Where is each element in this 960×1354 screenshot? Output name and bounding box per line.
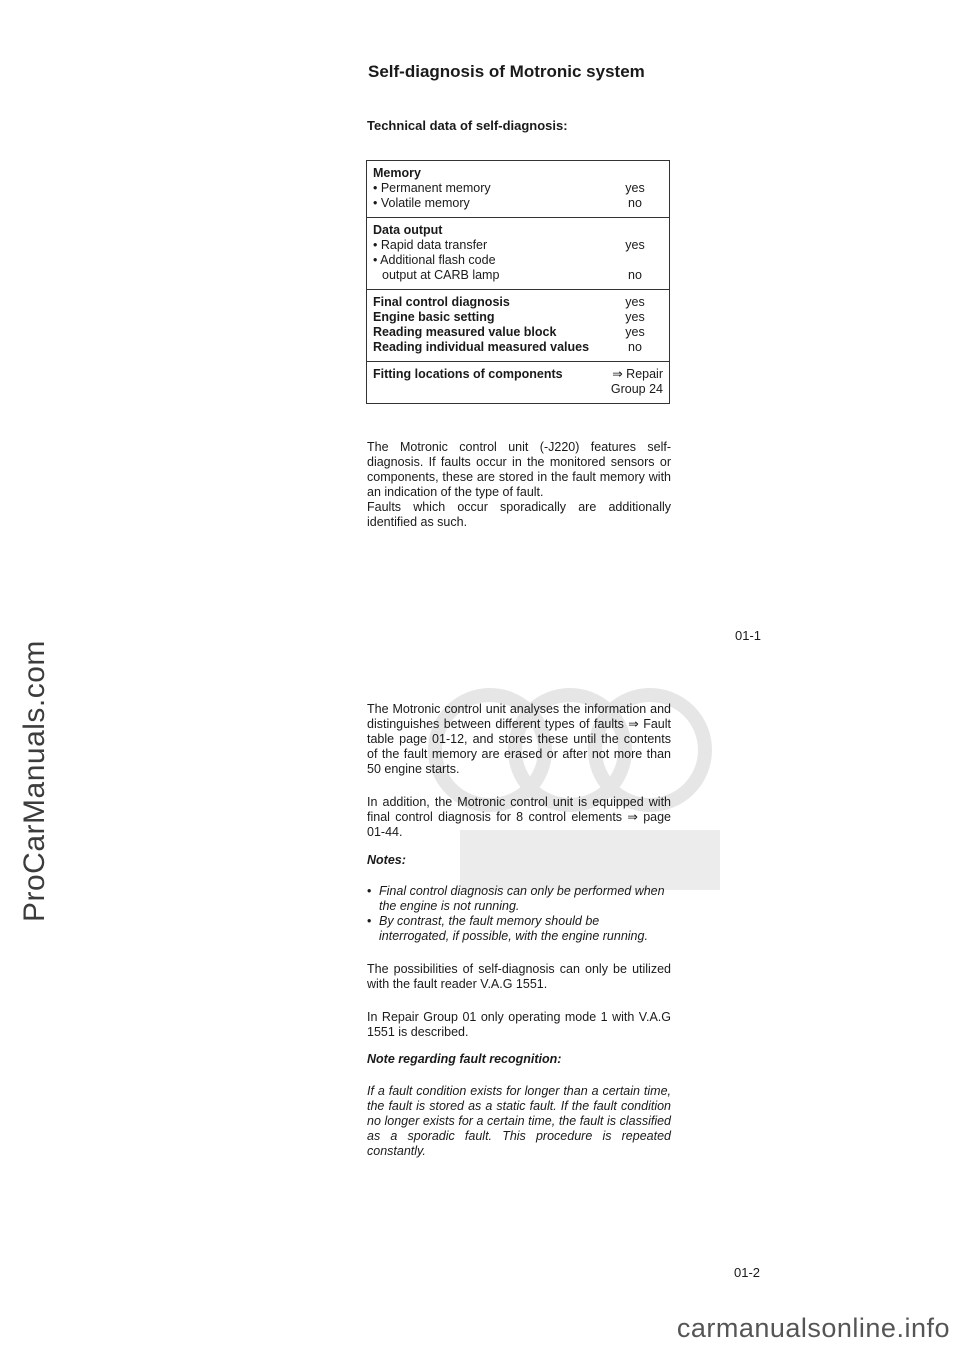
table-row (373, 295, 663, 310)
row-value: no (628, 268, 642, 282)
row-value: yes (625, 238, 645, 252)
row-value: no (628, 196, 642, 210)
row-value: yes (625, 181, 645, 195)
side-watermark: ProCarManuals.com (18, 640, 51, 922)
row-value: yes (625, 310, 645, 324)
table-row (373, 367, 663, 382)
table-row (373, 340, 663, 355)
list-item: • By contrast, the fault memory should be interrogated, if possible, with the engine running. (367, 914, 671, 944)
notes-list (367, 884, 671, 944)
memory-header: Memory (373, 166, 421, 180)
row-label: • Rapid data transfer (373, 238, 488, 252)
data-output-section (367, 218, 669, 290)
section-subtitle: Technical data of self-diagnosis: (367, 118, 568, 133)
row-label: Fitting locations of components (373, 367, 563, 381)
table-row (373, 268, 663, 283)
functions-section (367, 290, 669, 362)
table-row (373, 382, 663, 397)
fitting-section (367, 362, 669, 403)
row-label: Reading individual measured values (373, 340, 590, 354)
bottom-watermark: carmanualsonline.info (676, 1313, 950, 1343)
row-value: Group 24 (610, 382, 663, 396)
final-control-paragraph: In addition, the Motronic control unit is equipped with final control diagnosis for 8 control elements ⇒ page 01-44. (367, 795, 671, 839)
table-row (373, 310, 663, 325)
page-number: 01-2 (734, 1265, 761, 1280)
row-label: Engine basic setting (373, 310, 495, 324)
row-value: ⇒ Repair (612, 367, 663, 381)
data-output-header: Data output (373, 223, 443, 237)
fault-recognition-heading: Note regarding fault recognition: (367, 1052, 562, 1066)
table-row (373, 196, 663, 211)
row-label: • Volatile memory (373, 196, 470, 210)
row-value: no (628, 340, 642, 354)
table-row (373, 325, 663, 340)
row-label: • Additional flash code (373, 253, 496, 267)
table-row (373, 238, 663, 253)
fault-recognition-text: If a fault condition exists for longer than a certain time, the fault is stored as a static fault. If the fault condition no longer exists for a certain time, the fault is classified as a sporadic fault. This procedure is repeated constantly. (367, 1084, 671, 1158)
technical-data-table (366, 160, 670, 404)
intro-paragraph (367, 440, 671, 530)
intro-text-sporadic: Faults which occur sporadically are additionally identified as such. (367, 500, 671, 529)
analysis-paragraph: The Motronic control unit analyses the information and distinguishes between different types of faults ⇒ Fault table page 01-12, and stores these until the contents of the fault memory are erased or after not more than 50 engine starts. (367, 702, 671, 776)
fault-reader-paragraph: The possibilities of self-diagnosis can only be utilized with the fault reader V.A.G 1551. (367, 962, 671, 991)
operating-mode-paragraph: In Repair Group 01 only operating mode 1 with V.A.G 1551 is described. (367, 1010, 671, 1039)
row-label: • Permanent memory (373, 181, 491, 195)
table-row (373, 253, 663, 268)
row-label: Final control diagnosis (373, 295, 510, 309)
memory-section (367, 161, 669, 218)
table-row (373, 181, 663, 196)
row-value: yes (625, 325, 645, 339)
row-value: yes (625, 295, 645, 309)
row-label: Reading measured value block (373, 325, 557, 339)
row-value (607, 253, 663, 268)
list-item: • Final control diagnosis can only be performed when the engine is not running. (367, 884, 671, 914)
page-title: Self-diagnosis of Motronic system (368, 62, 645, 81)
row-label: output at CARB lamp (382, 268, 500, 282)
page-number: 01-1 (735, 628, 762, 643)
intro-text: The Motronic control unit (-J220) features self-diagnosis. If faults occur in the monitored sensors or components, these are stored in the fault memory with an indication of the type of fault. (367, 440, 671, 499)
notes-heading: Notes: (367, 853, 406, 867)
